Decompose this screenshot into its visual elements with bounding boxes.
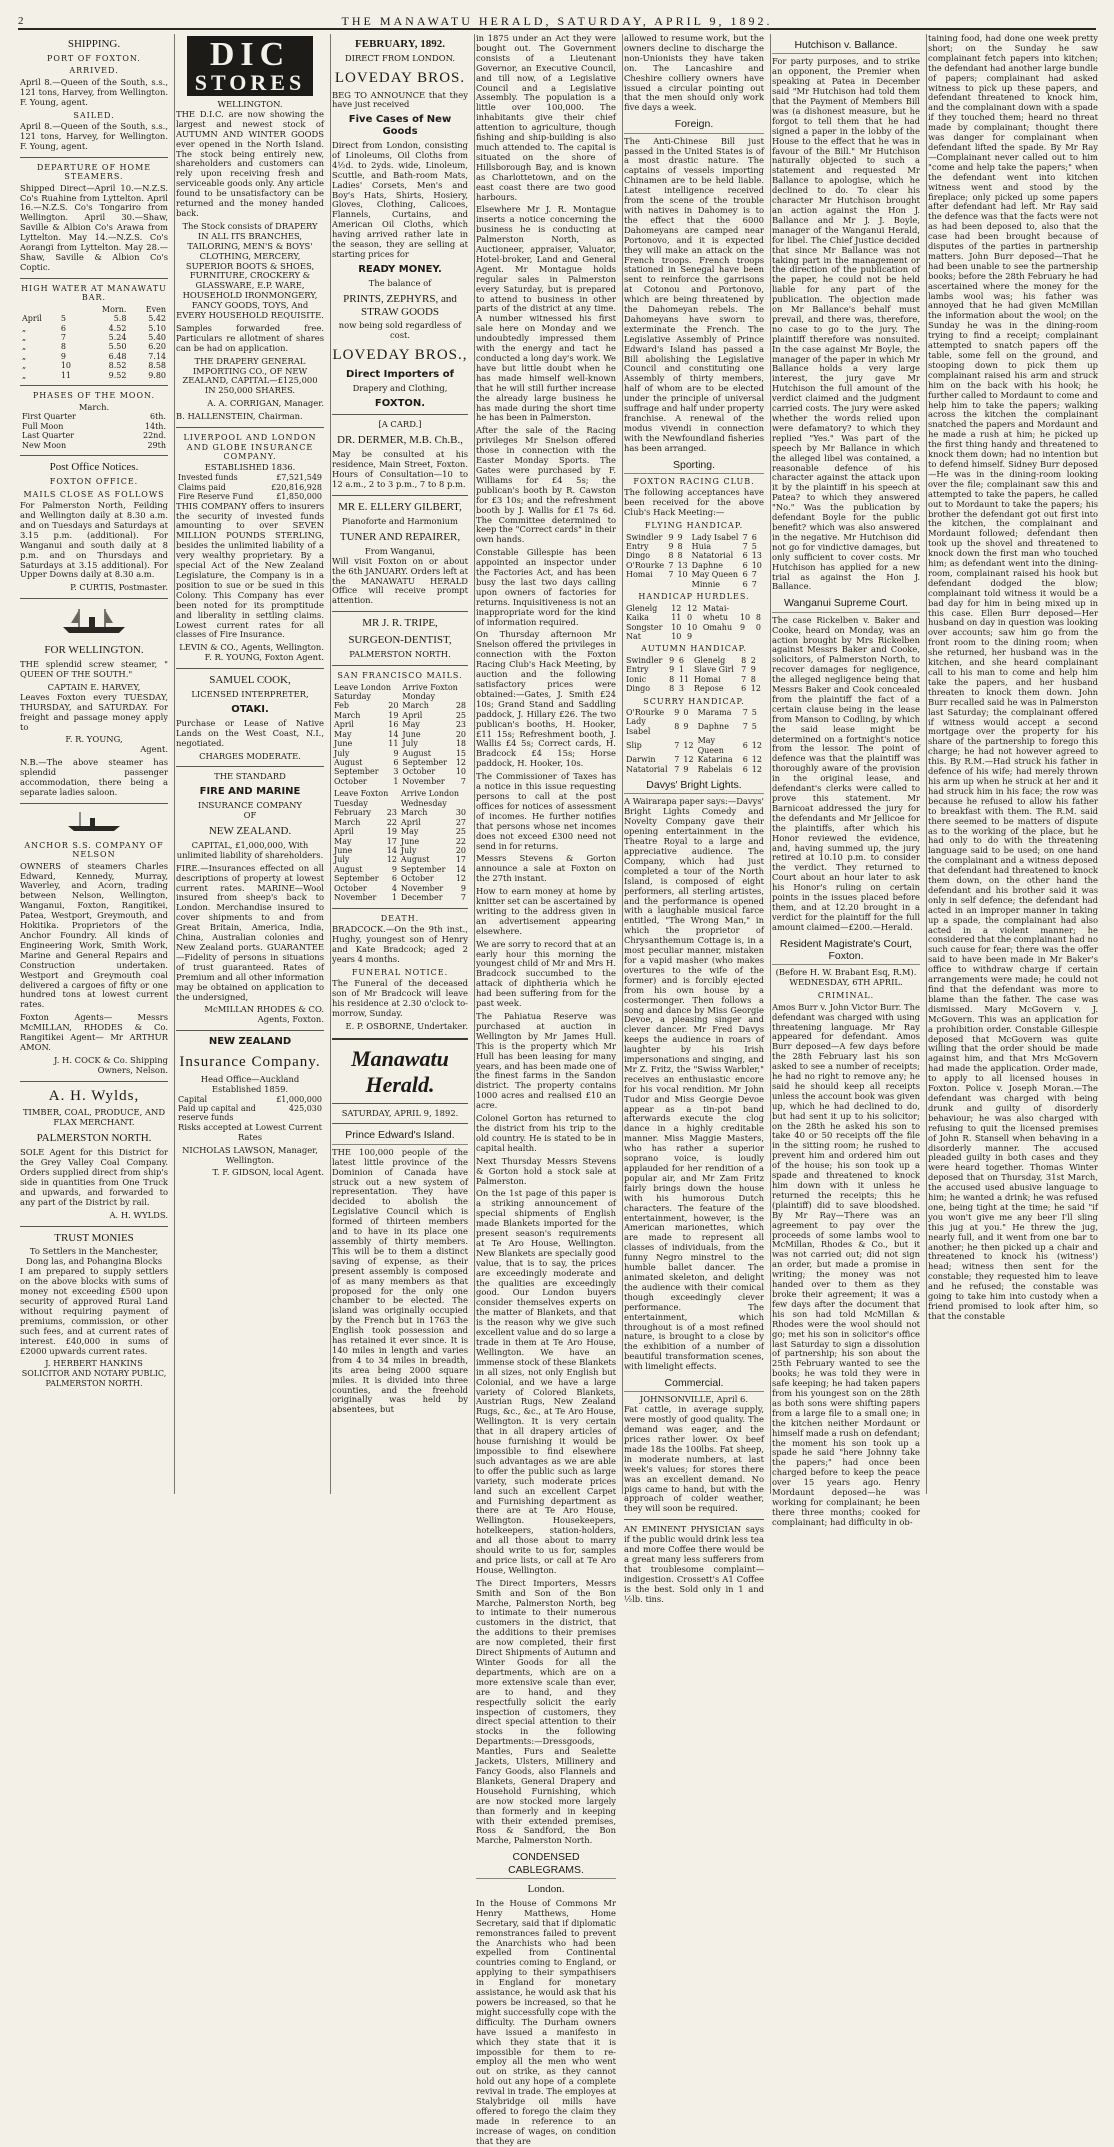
date-heading: FEBRUARY, 1892.	[355, 38, 445, 50]
cook-title: LICENSED INTERPRETER,	[191, 689, 309, 700]
table-row: February 23 March 30	[334, 808, 466, 818]
newspaper-title: THE MANAWATU HERALD, SATURDAY, APRIL 9, 1892.	[341, 13, 773, 28]
dic-stores-logo: DIC STORES	[176, 36, 324, 96]
scurry-handicap: SCURRY HANDICAP.	[643, 696, 745, 706]
foreign-heading: Foreign.	[624, 118, 764, 133]
direct-importers: Direct Importers of	[346, 368, 454, 380]
hankins-sub: SOLICITOR AND NOTARY PUBLIC, PALMERSTON NORTH.	[21, 1369, 167, 1388]
physician-ad: AN EMINENT PHYSICIAN says if the public would drink less tea and more Coffee there would be a great many less sufferers from that troublesome complaint—indigestion. Crossett's A1 Coffee is the best. Sold only in 1 and ½lb. tins.	[624, 1524, 764, 1604]
news-gillespie: Constable Gillespie has been appointed an inspector under the Factories Act, and has been busy the last two days calling upon owners of factories for returns. Inquisitiveness is not an inappropriate word for the kind of information required.	[476, 547, 616, 627]
autumn-table	[624, 656, 764, 694]
table-row: Entry 9 1 Slave Girl 7 9	[626, 665, 756, 675]
liverpool-established: ESTABLISHED 1836.	[204, 462, 296, 473]
dic-place: WELLINGTON.	[217, 99, 283, 109]
hutchison-heading: Hutchison v. Ballance.	[772, 39, 920, 54]
table-row: May 14 June 20	[334, 729, 466, 739]
table-row: May 17 June 22	[334, 836, 466, 846]
loveday-bros: LOVEDAY BROS.,	[332, 347, 468, 364]
table-row: Lady Isabel 8 9 Daphne 7 5	[626, 717, 757, 736]
pei-text: THE 100,000 people of the latest little province of the Dominion of Canada have struck out a new system of representation. They have decided to abolish the Legislative Council which is formed of thirteen members and to have in its place one assembly of thirty members. This will be to them a distinct saving of expense, as their present assembly is composed of as many members as that proposed for the only one chamber to be elected. The island was originally occupied by the French but in 1763 the English took possession and has retained it ever since. It is 140 miles in length and varies from 4 to 34 miles in breadth, its area being 2000 square miles. It is divided into three counties, and the freehold originally was held by absentees, but	[332, 1146, 468, 1415]
table-row: O'Rourke 9 0 Marama 7 5	[626, 708, 757, 718]
nz-manager: NICHOLAS LAWSON, Manager, Wellington.	[182, 1144, 318, 1165]
wylds-text: SOLE Agent for this District for the Grey Valley Coal Company. Orders supplied direct from ship's side in quantities from One Truck and upwards, and forwarded to any part of the District by rail.	[20, 1147, 168, 1207]
commercial-heading: Commercial.	[624, 1377, 764, 1392]
newspaper-nameplate: Manawatu Herald.	[351, 1045, 449, 1097]
cablegrams-heading: CONDENSED CABLEGRAMS.	[476, 1851, 616, 1879]
court-text: Amos Burr v. John Victor Burr. The defendant was charged with using threatening language. Mr Ray appeared for defendant. Amos Burr deposed—A few days before the 28th February last his son asked to see a number of receipts; he had no right to remove any; he said he should keep all receipts unless the account book was given up, which he had declined to do, but had sent it up to his solicitor; on the 28th he asked his son to take 40 or 50 receipts off the file in the sitting room; he rushed to prevent him and ordered him out of the house; his son took up a spade and threatened to knock him down with it unless he returned the receipts; this he (plaintiff) did to save bloodshed. By Mr Ray—There was an agreement to pay over the proceeds of some lambs wool to McMillan, Rhodes & Co., but it was not carried out; did not sign an order, but made a promise in writing; the money was not handed over to them as they broke their agreement; it was a few days after the document that his son had told McMillan & Rhodes were the wool should not go; met his son in solicitor's office last Saturday to sign a dissolution of partnership; his son about the 25th February wanted to see the books; he was told they were in safe keeping; he had taken papers from his youngest son on the 28th as both sons were shifting papers from a large file to a small one; in the kitchen neither Mordaunt or himself made a rush on defendant; the moment his son took up a spade he said "here Johnny take the papers;" had once been charged before to keep the peace over 15 years ago. Henry Mordaunt deposed—he was working for complainant; he been there three months; cooked for complainant; had difficulty in ob-	[772, 1001, 920, 1527]
wanganui-text: The case Rickelben v. Baker and Cooke, heard on Monday, was an action brought by Mrs Rickelben against Messrs Baker and Cooke, solicitors, of Palmerston North, to recover damages for negligence, the alleged negligence being that Messrs Baker and Cook concealed from the plaintiff the fact of a certain clause being in the lease from Manson to Codling, by which the said lease might be determined on a fortnight's notice from the lessor. The point of defence was that the plaintiff was thoroughly aware of the provision in the original lease, and defendant's clerks were called to prove this statement. Mr Barnicoat addressed the jury for the defendants and Mr Jellicoe for the plaintiffs, after which his Honor reviewed the evidence, and, having summed up, the jury retired at 10.10 p.m. to consider the verdict. They returned to Court about an hour later to ask his Honor's ruling on certain points in the issues placed before them, and at 12.20 brought in a verdict for the plaintiff for the full amount claimed—£200.—Herald.	[772, 614, 920, 932]
table-row: „ 9 6.48 7.14	[22, 351, 166, 361]
hurdles-handicap: HANDICAP HURDLES.	[638, 592, 750, 602]
table-row: Invested funds £7,521,549	[178, 473, 322, 483]
nz-head-office: Head Office—Auckland	[200, 1073, 300, 1084]
table-row: Last Quarter 22nd.	[22, 431, 166, 441]
nz-agent: T. F. GIDSON, local Agent.	[212, 1167, 324, 1178]
news-racing-privileges: After the sale of the Racing privileges Mr Snelson offered those in connection with the Easter Monday Sports. The Gates were purchased by F. Williams for £4 5s; the publican's booth by R. Cawston for £3 10s; and the refreshment booth by J. Wallis for £1 7s 6d. The Committee determined to keep the "Correct cards" in their own hands.	[476, 425, 616, 545]
table-row: June 14 July 20	[334, 845, 466, 855]
post-heading: Post Office Notices.	[49, 461, 139, 474]
table-row: Full Moon 14th.	[22, 421, 166, 431]
table-row: April 16 May 23	[334, 720, 466, 730]
port-heading: PORT OF FOXTON.	[47, 53, 141, 63]
table-row: October 4 November 9	[334, 883, 466, 893]
death-heading: DEATH.	[380, 913, 420, 923]
standard-insurance: INSURANCE COMPANY	[198, 800, 302, 811]
foxton-label: FOXTON.	[374, 397, 426, 409]
news-pahiatua: The Pahiatua Reserve was purchased at auction in Wellington by Mr James Hull. This is the property which Mr Hull has been leasing for many years, and has been made one of the finest farms in the Sandon district. The property contains 1000 acres and realised £10 an acre.	[476, 1011, 616, 1111]
table-row: Entry 9 8 Huia 7 5	[626, 542, 757, 552]
dic-samples: Samples forwarded free. Particulars re allotment of shares can be had on application.	[176, 322, 324, 353]
funeral-sign: E. P. OSBORNE, Undertaker.	[345, 1020, 468, 1031]
column-2	[170, 34, 331, 1494]
table-row: September 3 October 10	[334, 767, 466, 777]
dic-text: THE D.I.C. are now showing the largest and newest stock of AUTUMN AND WINTER GOODS ever opened in the North Island. The stock being entirely new, shareholders and customers can rely upon receiving fresh and serviceable goods only. Any article found to be unsatisfactory can be returned and the money handed back.	[176, 108, 324, 218]
trust-sub: To Settlers in the Manchester, Dong las, and Pohangina Blocks	[25, 1246, 163, 1267]
steamer-name: THE splendid screw steamer, " QUEEN OF THE SOUTH."	[20, 659, 168, 679]
now-selling: now being sold regardless of cost.	[338, 320, 462, 341]
anchor-owner: J. H. COCK & Co. Shipping Owners, Nelson.	[54, 1054, 168, 1075]
sf-mails-table-2: Leave Foxton Tuesday Arrive London Wednesday February 23 March 30 March 22 April 27 April 19 May 25 May 17 June 22 June 14 July 20 July 12 August 17 August 9 September 14 September 6 October 12 October 4 November 9 November 1 December 7	[334, 789, 466, 903]
masthead	[18, 6, 1096, 30]
news-bon-marche: The Direct Importers, Messrs Smith and Son of the Bon Marche, Palmerston North, beg to intimate to their numerous customers in the district, that the additions to their premises are now completed, their first Direct Shipments of Autumn and Winter Goods for all the departments, which are on a more extensive scale than ever, are to hand, and they respectfully solicit the early inspection of customers, they direct special attention to their stocks in the following Departments:—Dressgoods, Mantles, Furs and Sealette Jackets, Ulsters, Millinery and Fancy Goods, also Flannels and Blankets, General Drapery and Household Furnishing, which are now stocked more largely than formerly and in keeping with their extended premises, Ross & Sandford, the Bon Marche, Palmerston North.	[476, 1577, 616, 1846]
dermer-text: May be consulted at his residence, Main Street, Foxton. Hours of Consultation—10 to 12 a.m., 2 to 3 p.m., 7 to 8 p.m.	[332, 449, 468, 490]
wylds-name: A. H. Wylds,	[48, 1087, 140, 1104]
table-row: „ 10 8.52 8.58	[22, 361, 166, 371]
wylds-trade: TIMBER, COAL, PRODUCE, AND FLAX MERCHANT.	[22, 1107, 166, 1128]
table-row: Darwin 7 12 Katarina 6 12	[626, 755, 762, 765]
prints-heading: PRINTS, ZEPHYRS, and STRAW GOODS	[343, 292, 457, 318]
tide-table: Morn. Even April 5 5.8 5.42 „ 6 4.52 5.10 „ 7 5.24 5.40 „ 8 5.50 6.20 „ 9 6.48 7.14 „ 10 8.52 8.58 „ 11 9.52 9.80	[22, 304, 166, 380]
ship-icon	[20, 605, 168, 638]
steamers-text: Shipped Direct—April 10.—N.Z.S. Co's Ruahine from Lyttelton. April 16.—N.Z.S. Co's Tongariro from Wellington. April 30.—Shaw, Saville & Albion Co's Arawa from Lyttelton. May 14.—N.Z.S. Co's Aorangi from Lyttelton. May 28.—Shaw, Saville & Albion Co's Coptic.	[20, 182, 168, 272]
column-7	[922, 34, 1104, 1494]
hutchison-text: For party purposes, and to strike an opponent, the Premier when speaking at Patea in December said "Mr Hutchison had told them that the Payment of Members Bill was (a dishonest measure, but he forgot to tell them that he had signed a paper in the lobby of the House to the effect that he was in favour of the Bill." Mr Hutchison naturally objected to such a statement and requested Mr Ballance to apologise, which he declined to do. To clear his character Mr Hutchison brought an action against the Hon J. Ballance and Mr J. J. Boyle, manager of the Wanganui Herald, for libel. The Chief Justice decided that since Mr Ballance was not taking part in the management or the direction of the publication of the paper, he could not be held liable for any part of the publication. The objection made on Mr Ballance's behalf must prevail, and there was, therefore, no case to go to the jury. The plaintiff therefore was nonsuited. In the case against Mr Boyle, the manager of the paper in which Mr Ballance holds a very large interest, the jury gave Mr Hutchison the full amount of the verdict claimed and the judgment carried costs. The jury were asked whether the words relied upon were defamatory? to which they replied "Yes." Was part of the speech by Mr Ballance in which the alleged libel was contained, a reasonable defence of his character against the attack upon it by the plaintiff in his speech at Patea? to which they answered "No." Was the publication by defendant Boyle for the public benefit? which was also answered in the negative. Mr Hutchison did not go for vindictive damages, but only sufficient to cover costs. Mr Hutchison has applied for a new trial as against the Hon J. Ballance.	[772, 56, 920, 592]
post-text: For Palmerston North, Feilding and Wellington daily at 8.30 a.m. and on Tuesdays and Saturdays at 3.15 p.m. (additional). For Wanganui and south daily at 8 p.m. and on Thursdays and Saturdays at 3.15 additional). For Upper Downs daily at 8.30 a.m.	[20, 500, 168, 580]
moon-month: March.	[78, 401, 110, 412]
gilbert-from: From Wanganui,	[364, 545, 436, 556]
arrived-text: April 8.—Queen of the South, s.s., 121 tons, Harvey, from Wellington. F. Young, agent.	[20, 76, 168, 107]
wylds-sign: A. H. WYLDS.	[109, 1209, 168, 1220]
anchor-agents: Foxton Agents— Messrs McMILLAN, RHODES & Co. Rangitikei Agent— Mr ARTHUR AMON.	[20, 1012, 168, 1052]
standard-name: FIRE AND MARINE	[199, 786, 301, 798]
table-row: June 11 July 18	[334, 739, 466, 749]
tide-heading: HIGH WATER AT MANAWATU BAR.	[21, 283, 167, 303]
pei-heading: Prince Edward's Island.	[332, 1129, 468, 1144]
table-row: Nat 10 9	[626, 631, 693, 641]
pei-continued: in 1875 under an Act they were bought out. The Government consists of a Lieutenant Governor, an Executive Council, and till now, of a Legislative Council and a Legislative Assembly. The population is a little over 100,000. The inhabitants give their chief attention to agriculture, though fishing and ship-building is also much attended to. The capital is situated on the shore of Hillsborough Bay, and is known as Charlottetown, and on the east coast there are two good harbours.	[476, 33, 616, 202]
table-row: Natatorial 7 9 Rabelais 6 12	[626, 764, 762, 774]
liverpool-heading: LIVERPOOL AND LONDON AND GLOBE INSURANCE COMPANY.	[183, 433, 317, 461]
table-row: Feb 20 March 28	[334, 701, 466, 711]
tripe-name: MR J. R. TRIPE,	[362, 617, 438, 630]
table-row: Claims paid £20,816,928	[178, 482, 322, 492]
sailed-text: April 8.—Queen of the South, s.s., 121 tons, Harvey, for Wellington. F. Young, agent.	[20, 121, 168, 151]
table-row: Songster 10 10 Omahu 9 0	[626, 622, 761, 632]
liverpool-agents: LEVIN & CO., Agents, Wellington. F. R. YOUNG, Foxton Agent.	[179, 642, 324, 663]
table-row: Slip 7 12 May Queen 6 12	[626, 736, 762, 755]
direct-from-london: DIRECT FROM LONDON.	[344, 52, 456, 63]
table-row: Homai 7 10 May Queen 6 7	[626, 570, 757, 580]
davys-text: A Wairarapa paper says:—Davys' Bright Lights Comedy and Novelty Company gave their opening entertainment in the Theatre Royal to a large and appreciative audience. The Company, which had just completed a tour of the North Island, is composed of eight performers, all sterling artistes, and the performance is opened with a laughable musical farce entitled, "The Wrong Man," in which the proprietor of Chrysanthemum Cottage is, in a most peculiar manner, mistaken for a vapid masher (who makes overtures to the wife of the former) and is forcibly ejected from his own house by a costermonger. Then follows a song and dance by Miss Georgie Devoe, a pleasing singer and clever dancer. Mr Fred Davys keeps the audience in roars of laughter by his Irish impersonations and singing, and Mr Z. Fritz, the "Swiss Warbler," receives an enthusiastic encore for his vocal rendition. Mr John Tudor and Miss Georgie Devoe appear as a tin-pot band afterwards execute the clog dance in a highly creditable manner. Miss Maggie Masters, who has rather a superior soprano voice, is loudly applauded for her rendition of a popular air, and Mr Zam Fritz fairly brings down the house with his humorous Dutch characters. The feature of the entertainment, however, is the American marionettes, which are made to represent all classes of individuals, from the funny Negro minstrel to the humble ballet dancer. The animated skeleton, and delight the audience with their comical though exceedingly clever performance. The entertainment, which throughout is of a most refined nature, is brought to a close by the exhibition of a number of beautiful transformation scenes, with limelight effects.	[624, 796, 764, 1372]
table-row: April 19 May 25	[334, 827, 466, 837]
hankins-name: J. HERBERT HANKINS	[45, 1358, 143, 1369]
table-row: July 12 August 17	[334, 855, 466, 865]
table-row: Capital £1,000,000	[178, 1094, 322, 1104]
foreign-text: The Anti-Chinese Bill just passed in the United States is of a most drastic nature. The captains of vessels importing Chinamen are to be held liable. Latest intelligence received from the scene of the trouble with natives in Dahomey is to the effect that the 6000 Dahomeyans are camped near Portonovo, and it is expected they will make an attack on the French troops. French troops stationed in Senegal have been sent to reinforce the garrisons at Cotonou and Portonovo, which are being threatened by the Dahomeyan rebels. The Dahomeyans have sworn to exterminate the French. The Legislative Assembly of Prince Edward's Island has passed a Bill abolishing the Legislative Council and constituting one Assembly of thirty members, half of whom are to be elected under the principle of universal suffrage and half under property franchise. A renewal of the modus vivendi in connection with the Newfoundland fisheries has been arranged.	[624, 135, 764, 453]
table-row: Glenelg 12 12 Matai-	[626, 603, 730, 613]
standard-the: THE STANDARD	[214, 771, 286, 782]
issue-date: SATURDAY, APRIL 9, 1892.	[341, 1107, 459, 1118]
table-row: July 9 August 15	[334, 748, 466, 758]
gilbert-trade: TUNER AND REPAIRER,	[339, 530, 461, 543]
london-text: In the House of Commons Mr Henry Matthews, Home Secretary, said that if diplomatic remonstrances failed to prevent the Anarchists who had been expelled from Continental countries coming to England, or applying to their sympathisers in England for monetary assistance, he would ask that his powers be increased, so that he might successfully cope with the difficulty. The Durham owners have issued a manifesto in which they state that it is impossible for them to re-employ all the men who went out on strike, as they cannot hold out any hope of a complete revival in trade. The employes at Stalybridge oil mills have offered to forego the claim they made in reference to an increase of wages, on condition that they are	[476, 1897, 616, 2146]
card-label: [A CARD.]	[378, 419, 422, 430]
page-number: 2	[18, 15, 24, 28]
standard-nz: NEW ZEALAND.	[208, 824, 292, 837]
shipping-heading: SHIPPING.	[67, 38, 121, 50]
cook-name: SAMUEL COOK,	[209, 674, 291, 687]
table-row: Paid up capital and reserve funds 425,030	[178, 1103, 322, 1123]
column-1	[14, 34, 175, 1494]
wylds-place: PALMERSTON NORTH.	[36, 1132, 152, 1145]
arrived-label: ARRIVED.	[69, 66, 119, 76]
news-stevens-gorton: Messrs Stevens & Gorton announce a sale at Foxton on the 27th instant.	[476, 853, 616, 884]
nz-insurance-heading: NEW ZEALAND	[208, 1036, 292, 1048]
steamers-heading: DEPARTURE OF HOME STEAMERS.	[36, 162, 152, 182]
news-bradcock: We are sorry to record that at an early hour this morning the youngest child of Mr and Mrs H. Bradcock succumbed to the attack of diphtheria which he had been suffering from for the past week.	[476, 938, 616, 1009]
racing-club: FOXTON RACING CLUB.	[633, 477, 755, 486]
table-row: March 22 April 27	[334, 817, 466, 827]
column-6	[766, 34, 927, 1527]
table-row: New Moon 29th	[22, 440, 166, 450]
london-heading: London.	[527, 1882, 565, 1895]
table-row: Swindler 9 6 Glenelg 8 2	[626, 655, 756, 665]
ready-money: READY MONEY.	[358, 263, 442, 275]
magistrate-date: WEDNESDAY, 6TH APRIL.	[789, 977, 903, 988]
table-row: „ 8 5.50 6.20	[22, 342, 166, 352]
flying-table	[624, 533, 764, 590]
racing-intro: The following acceptances have been received for the above Club's Hack Meeting:—	[624, 487, 764, 518]
johnsonville-date: JOHNSONVILLE, April 6.	[639, 1394, 749, 1405]
tripe-place: PALMERSTON NORTH.	[349, 649, 451, 660]
funeral-heading: FUNERAL NOTICE.	[351, 967, 449, 977]
news-snelson: On Thursday afternoon Mr Snelson offered the privileges in connection with the Foxton Racing Club's Hack Meeting, by auction and the following satisfactory prices were obtained:—Gates, J. Smith £24 10s; Grand Stand and Saddling paddock, J. Hillary £26. The two publican's booths, H. Hooker, £11 15s; Refreshment booth, J. Wallis £4 5s; Correct cards, H. Bradcock £4 15s; Horse paddock, H. Hooker, 10s.	[476, 629, 616, 769]
drapery-clothing: Drapery and Clothing,	[352, 382, 448, 393]
dic-manager: A. A. CORRIGAN, Manager.	[207, 398, 324, 409]
cook-place: OTAKI.	[231, 704, 269, 715]
cook-charges: CHARGES MODERATE.	[199, 750, 301, 761]
trust-heading: TRUST MONIES	[54, 1231, 134, 1244]
table-row: First Quarter 6th.	[22, 412, 166, 422]
moon-table	[20, 412, 168, 450]
table-row: Minnie 6 7	[691, 579, 757, 589]
table-row: August 9 September 14	[334, 864, 466, 874]
table-row: Ionic 8 11 Homai 7 8	[626, 674, 756, 684]
gilbert-name: MR E. ELLERY GILBERT,	[338, 500, 462, 513]
ship-icon	[20, 810, 168, 835]
nz-figures	[176, 1095, 324, 1123]
table-row: „ 6 4.52 5.10	[22, 323, 166, 333]
column-4	[470, 33, 623, 2146]
magistrate-before: (Before H. W. Brabant Esq, R.M).	[775, 967, 917, 978]
court-continued: taining food, had done one week pretty short; on the Sunday he saw complainant fetch papers into kitchen; the defendant had another large bundle of papers; complainant had asked witness to pick up these papers, and defendant threatened to knock him, and the complainant down with a spade if they touched them; heard no threat made by complainant; thought there was danger for complainant when defendant lifted the spade. By Mr Ray—Complainant never called out to him "come and help take the papers;" when the defendant went into kitchen witness went and stood by the fireplace; only picked up some papers after defendant had left. Mr Ray said the defence was that the facts were not as had been deposed to, also that the case had been brought because of disputes of the parties in partnership matters. John Burr deposed—That he had been unable to see the partnership books; before the 28th February he had ascertained where the money for the lambs wool was; his father was annoyed that he had given McMillan the information about the wool; on the Sunday he was in the dining-room trying to find a receipt; complainant attempted to snatch papers off the table, some fell on the ground, and stooping down to pick them up complainant raised his arm and struck him on the back with his hook; he further called to Mordaunt to come and help him to take the papers; walking across the kitchen the complainant snatched the papers and Mordaunt and he made a rush at him; he picked up the first thing handy and threatened to knock them down; had no intention but to defend himself. Sidney Burr deposed—He was in the dining-room looking over the file; complainant saw this and attempted to take the papers, he called out to Mordaunt to take the papers; his brother the defendant got out first into the kitchen, the complainant and Mordaunt followed; defendant then took up the shovel and threatened to knock down the first man who touched him; as defendant went into the dining-room, complainant raised his hook but defendant dodged the blow; complainant told witness it would be a bad day for him in being mixed up in this case. Ellen Burr deposed—Her husband on day in question was looking over accounts; saw him go from the front room to the dining room; when she returned, her husband was in the kitchen, and she heard complainant call to his man to come and help him take the papers, and her husband threaten to knock them down. John Burr recalled said he was in Palmerston last Saturday; the complainant offered if witness would accept a second mortgage over the property for his share of the partnership to forego this charge; he had not however agreed to this. By R.M.—Had struck his father in defence of his wife; had merely thrown his arm up when he struck at her and it had struck him in his face; the row was because he refused to allow his father to breakfast with them. The R.M. said there seemed to be matters of dispute as to the working of the place, but he had only to do with the threatening language said to be used; on one hand the complainant and a witness deposed that defendant had threatened to knock them down, on the other hand the defendant and his brother said it was only in self defence; the defendant had acted in an improper manner in taking up a spade, the complainant had also acted in a violent manner; he considered that the complainant had no such cause for fear; there was the offer said to have been made in Mr Baker's office to withdraw charge if certain arrangements were made; he could not find that the defendant was more to blame than the father. The case was dismissed. Mary McGovern v. J. McGovern. This was an application for a prohibition order. Constable Gillespie deposed that McGovern was quite willing that the order should be made against him, and that Mrs McGovern had made the application. Order made, to apply to all licensed houses in Foxton. Police v. Joseph Moran.—The defendant was charged with being drunk and guilty of disorderly behaviour; he was also charged with refusing to quit the licensed premises of John R. Stansell when behaving in a disorderly manner. The accused pleaded guilty in both cases and they were heard together. Thomas Winter deposed that on Thursday, 31st March, the accused used abusive language to him; he wanted a drink; he was refused one, being tight at the time; he said "if you won't give me any beer I'll sling this jug at you." He threw the jug, nearly full, and it went from one bar to another; he then picked up a chair and threatened to knock his (witness') head; witness then sent for the constable; they requested him to leave and he refused; the constable was going to take him into custody when a friend promised to look after him, so that the constable	[928, 33, 1098, 1321]
criminal-label: CRIMINAL.	[817, 991, 875, 1001]
anchor-heading: ANCHOR S.S. COMPANY OF NELSON	[24, 840, 164, 860]
trust-text: I am prepared to supply settlers on the above blocks with sums of money not exceeding £500 upon security of approved Rural Land without requiring payment of premiums, commission, or other such fees, and at current rates of interest. £40,000 in sums of £2000 upwards current rates.	[20, 1266, 168, 1356]
table-row: „ 7 5.24 5.40	[22, 332, 166, 342]
post-mails: MAILS CLOSE AS FOLLOWS	[23, 489, 165, 499]
scurry-table	[624, 708, 764, 774]
liverpool-figures	[176, 473, 324, 501]
table-row: October 1 November 7	[334, 776, 466, 786]
table-row: November 1 December 7	[334, 893, 466, 903]
table-row: April 5 5.8 5.42	[22, 314, 166, 324]
post-sub: FOXTON OFFICE.	[49, 477, 139, 487]
news-montague: Elsewhere Mr J. R. Montague inserts a notice concerning the business he is conducting at Palmerston North, as Auctioneer, appraiser, Valuator, Hotel-broker, Land and General Agent. Mr Montague holds regular sales in Palmerston every Saturday, but is prepared to attend to business in other parts of the district at any time. A number witnessed his first sale here on Monday and we undoubtedly impressed them with the energy and tact he conducted a long day's work. We have but little doubt when he has made himself well-known that he will still further increase the already large business he has made during the short time he has been in Palmerston.	[476, 204, 616, 423]
table-row: Fire Reserve Fund £1,850,000	[178, 492, 322, 502]
table-row: September 6 October 12	[334, 874, 466, 884]
column-5	[618, 33, 771, 1604]
table-row: Dingo 8 3 Repose 6 12	[626, 684, 761, 694]
nb-text: N.B.—The above steamer has splendid passenger accommodation, there being a separate ladies saloon.	[20, 757, 168, 797]
news-stock-sale: Next Thursday Messrs Stevens & Gorton hold a stock sale at Palmerston.	[476, 1155, 616, 1186]
davys-heading: Davys' Bright Lights.	[624, 779, 764, 794]
news-knitter: How to earn money at home by knitter set can be ascertained by writing to the address given in an advertisement appearing elsewhere.	[476, 886, 616, 936]
loveday-intro: BEG TO ANNOUNCE that they have just received	[332, 89, 468, 110]
funeral-text: The Funeral of the deceased son of Mr Bradcock will leave his residence at 2.30 o'clock to-morrow, Sunday.	[332, 978, 468, 1018]
commercial-text: Fat cattle, in average supply, were mostly of good quality. The demand was eager, and the prices rather lower. Ox beef made 18s the 100lbs. Fat sheep, in moderate numbers, at last week's values; for stores there was an excellent demand. No pigs came to hand, but with the approach of colder weather, they will soon be required.	[624, 1404, 764, 1514]
table-row: O'Rourke 7 13 Daphne 6 10	[626, 560, 762, 570]
wellington-heading: FOR WELLINGTON.	[44, 644, 144, 657]
magistrate-heading: Resident Magistrate's Court, Foxton.	[772, 938, 920, 966]
table-row: Dingo 8 8 Natatorial 6 13	[626, 551, 762, 561]
standard-text: FIRE.—Insurances effected on all descriptions of property at lowest current rates. MARINE—Wool insured from sheep's back to London. Merchandise insured to cover shipments to and from Great Britain, America, India, China, Australian colonies and New Zealand ports. GUARANTEE—Fidelity of persons in situations of trust guaranteed. Rates of Premium and all other information may be obtained on application to the undersigned,	[176, 862, 324, 1002]
loveday-heading: LOVEDAY BROS.	[334, 69, 466, 86]
news-taxes: The Commissioner of Taxes has a notice in this issue requesting persons to call at the post offices for notices of assessment of incomes. He further notifies that persons whose net incomes does not exceed £300 need not send in for returns.	[476, 771, 616, 851]
news-colonel-gorton: Colonel Gorton has returned to the district from his trip to the old country. He is stated to be in capital health.	[476, 1113, 616, 1153]
table-row: Kaika 11 0 whetu 10 8	[626, 613, 761, 623]
moon-heading: PHASES OF THE MOON.	[32, 391, 156, 401]
captain: CAPTAIN E. HARVEY,	[47, 681, 141, 692]
steamer-schedule: Leaves Foxton every TUESDAY, THURSDAY, and SATURDAY. For freight and passage money apply to	[20, 691, 168, 732]
autumn-handicap: AUTUMN HANDICAP.	[641, 644, 747, 654]
column-3	[326, 34, 475, 1494]
five-cases-heading: Five Cases of New Goods	[348, 114, 452, 138]
table-row: Swindler 9 9 Lady Isabel 7 6	[626, 532, 757, 542]
table-row: „ 11 9.52 9.80	[22, 370, 166, 380]
anchor-text: OWNERS of steamers Charles Edward, Kennedy, Murray, Waverley, and Acorn, trading between Nelson, Wellington, Wanganui, Foxton, Rangitikei, Patea, Westport, Greymouth, and Hokitika. Proprietors of the Anchor Foundry. All kinds of Engineering Work, Smith Work, Marine and General Repairs and Construction undertaken. Westport and Greymouth coal delivered a cargoes of fifty or one hundred tons at lowest current rates.	[20, 860, 168, 1010]
news-te-aro: On the 1st page of this paper is a striking announcement of special shipments of English made Blankets imported for the present season's requirements at Te Aro House, Wellington. New Blankets are specially good value, that is to say, the prices are exceedingly moderate and the qualities are exceedingly good. Our London buyers consider themselves experts on the matter of Blankets, and that is the reason why we give such excellent value and do so large a trade in them at Te Aro House, Wellington. We have an immense stock of these Blankets in all sizes, not only English but Colonial, and we have a large variety of Colored Blankets, Austrian Rugs, New Zealand Rugs, &c., &c., at Te Aro House, Wellington. It is very certain that in all drapery articles of house furnishing it would be impossible to find elsewhere such advantages as we are able to offer the public such as large variety, such moderate prices and such an excellent Carpet and Furnishing department as there are at Te Aro House, Wellington. Housekeepers, hotelkeepers, station-holders, and all those about to marry should write to us for, samples and price lists, or call at Te Aro House, Wellington.	[476, 1188, 616, 1575]
sf-mails-heading: SAN FRANCISCO MAILS.	[337, 671, 463, 681]
standard-agents: McMILLAN RHODES & CO. Agents, Foxton.	[204, 1004, 324, 1025]
wanganui-heading: Wanganui Supreme Court.	[772, 597, 920, 612]
tripe-sub: SURGEON-DENTIST,	[348, 634, 452, 647]
hurdles-table	[624, 604, 764, 642]
five-cases-text: Direct from London, consisting of Linoleums, Oil Cloths from 4½d. to 2yds. wide, Linoleum, Scuttle, and Bath-room Mats, Ladies' Corsets, Men's and Boy's Hats, Shirts, Hosiery, Gloves, Clothing, Calicoes, Flannels, Curtains, and American Oil Cloths, which having arrived rather late in the season, they are selling at starting prices for	[332, 139, 468, 259]
agent-name: F. R. YOUNG,	[65, 734, 123, 745]
sf-mails-table: Leave London Saturday Arrive Foxton Monday Feb 20 March 28 March 19 April 25 April 16 May 23 May 14 June 20 June 11 July 18 July 9 August 15 August 6 September 12 September 3 October 10 October 1 November 7	[334, 682, 466, 786]
agent-label: Agent.	[140, 744, 168, 755]
nz-text: Risks accepted at Lowest Current Rates	[178, 1121, 322, 1142]
dic-company: THE DRAPERY GENERAL IMPORTING CO., OF NEW ZEALAND, CAPITAL—£125,000 IN 250,000 SHARES.	[182, 355, 318, 396]
dic-chairman: B. HALLENSTEIN, Chairman.	[176, 411, 303, 422]
nz-established: Established 1859.	[211, 1083, 289, 1094]
sporting-heading: Sporting.	[624, 459, 764, 474]
gilbert-sub: Pianoforte and Harmonium	[342, 515, 458, 526]
standard-of: OF	[243, 810, 257, 821]
dic-stock: The Stock consists of DRAPERY IN ALL ITS BRANCHES, TAILORING, MEN'S & BOYS' CLOTHING, MERCERY, SUPERIOR BOOTS & SHOES, FURNITURE, CROCKERY & GLASSWARE, E.P. WARE, HOUSEHOLD IRONMONGERY, FANCY GOODS, TOYS, And EVERY HOUSEHOLD REQUISITE.	[176, 220, 324, 321]
table-row: March 19 April 25	[334, 710, 466, 720]
flying-handicap: FLYING HANDICAP.	[644, 521, 744, 531]
death-text: BRADCOCK.—On the 9th inst., Hughy, youngest son of Henry and Kate Bradcock; aged 2 years 4 months.	[332, 924, 468, 964]
nz-insurance-name: Insurance Company.	[179, 1054, 321, 1071]
dermer-name: DR. DERMER, M.B. Ch.B.,	[337, 434, 463, 447]
sailed-label: SAILED.	[73, 110, 115, 120]
postmaster: P. CURTIS, Postmaster.	[70, 582, 168, 593]
liverpool-text: THIS COMPANY offers to insurers the security of invested funds amounting to over SEVEN MILLION POUNDS STERLING, besides the unlimited liability of a very wealthy proprietary. By a special Act of the New Zealand Legislature, the Company is in a position to sue or be sued in this Colony. This Company has ever been noted for its promptitude and liberality in settling claims. Lowest current rates for all classes of Fire Insurance.	[176, 500, 324, 640]
table-row: August 6 September 12	[334, 758, 466, 768]
balance-label: The balance of	[368, 277, 432, 288]
gilbert-text: Will visit Foxton on or about the 6th JANUARY. Orders left at the MANAWATU HERALD Office will receive prompt attention.	[332, 555, 468, 606]
standard-capital: CAPITAL, £1,000,000, With unlimited liability of shareholders.	[176, 839, 324, 860]
london-continued: allowed to resume work, but the owners decline to discharge the non-Unionists they have taken on. The Lancashire and Cheshire colliery owners have issued a circular pointing out that the men should only work five days a week.	[624, 33, 764, 113]
cook-text: Purchase or Lease of Native Lands on the West Coast, N.I., negotiated.	[176, 717, 324, 748]
